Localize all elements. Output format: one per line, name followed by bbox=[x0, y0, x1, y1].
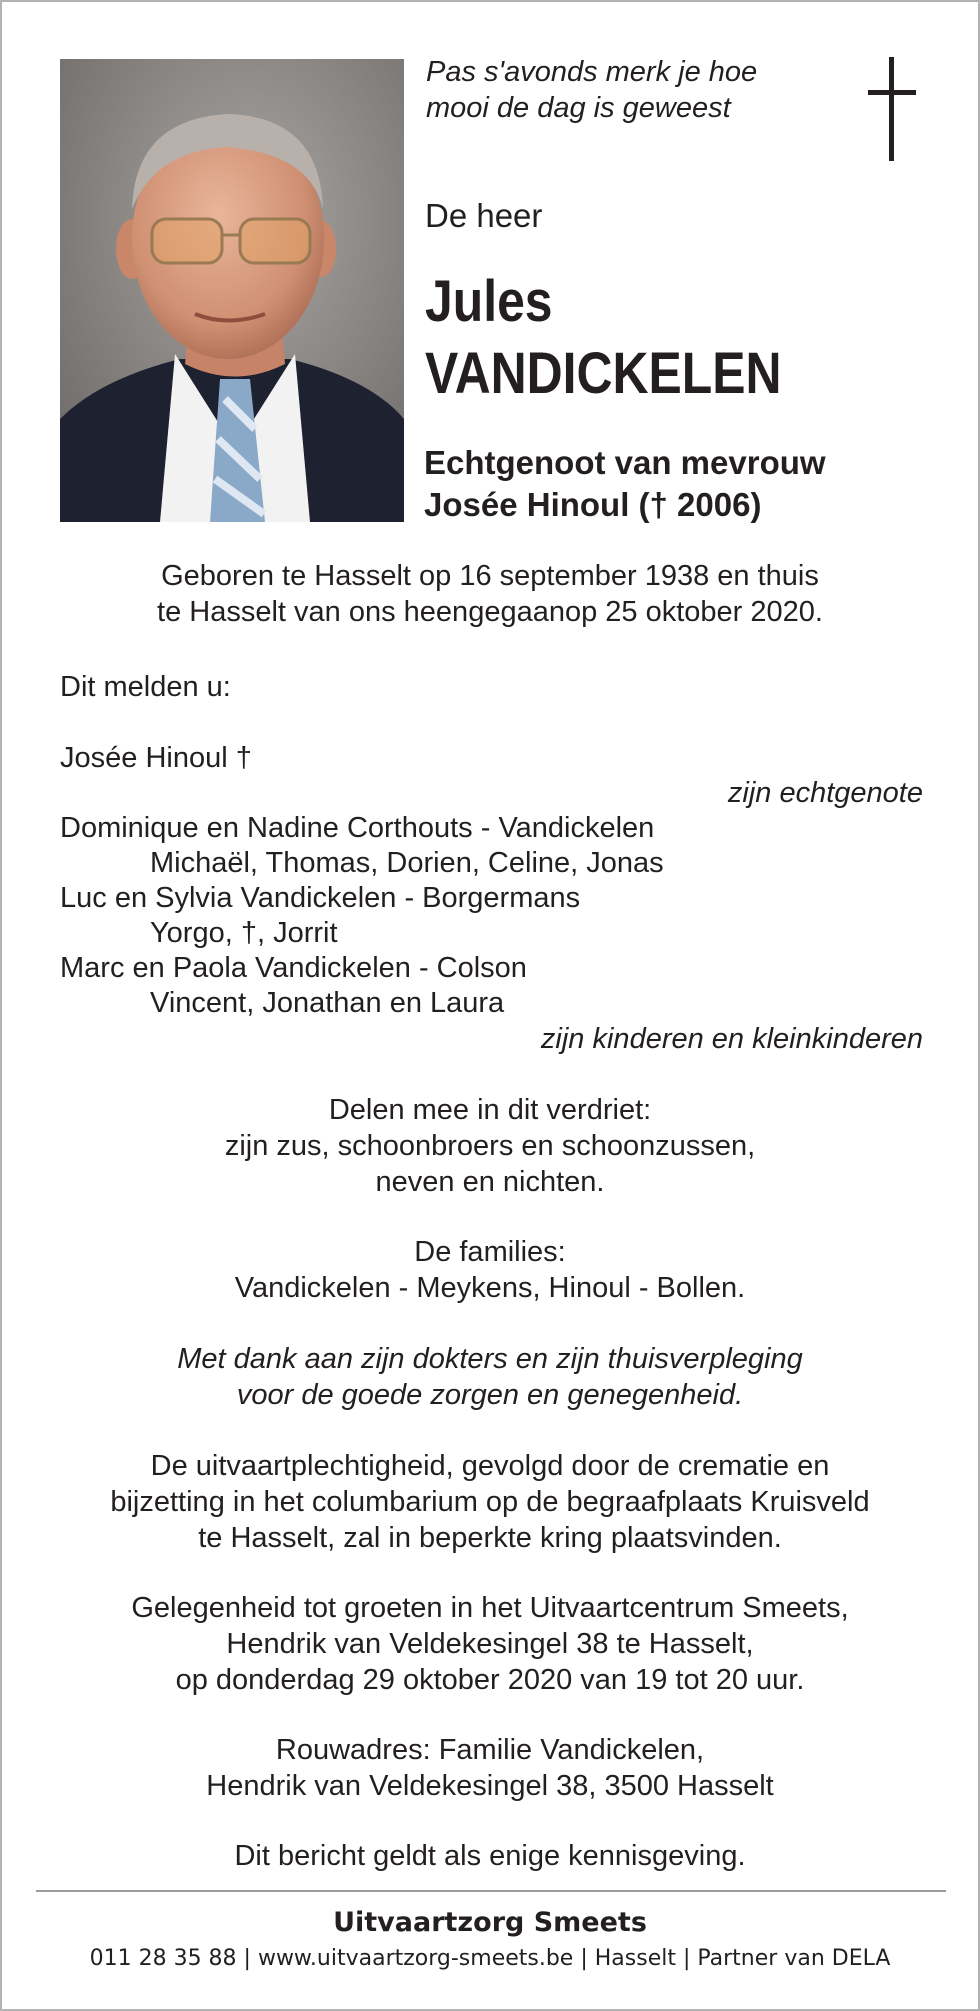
quote-line: Pas s'avonds merk je hoe bbox=[426, 56, 758, 88]
birth-line: Geboren te Hasselt op 16 september 1938 en thuis bbox=[161, 560, 819, 592]
spouse-info bbox=[424, 442, 826, 526]
given-name: Jules bbox=[425, 269, 553, 334]
relatives-line: Delen mee in dit verdriet: bbox=[328, 1094, 652, 1126]
company-contact: 011 28 35 88 | www.uitvaartzorg-smeets.be | Hasselt | Partner van DELA bbox=[89, 1946, 891, 1971]
footer-divider bbox=[36, 1890, 946, 1892]
child-line: Dominique en Nadine Corthouts - Vandickelen bbox=[60, 812, 655, 844]
ceremony-line: bijzetting in het columbarium op de begraafplaats Kruisveld bbox=[110, 1486, 870, 1518]
child-line: Luc en Sylvia Vandickelen - Borgermans bbox=[60, 882, 581, 914]
relatives-line: neven en nichten. bbox=[375, 1166, 605, 1198]
address-block bbox=[2, 1732, 978, 1804]
family-intro: Dit melden u: bbox=[60, 671, 231, 703]
spouse-role: zijn echtgenote bbox=[727, 777, 923, 809]
ceremony-block bbox=[2, 1448, 978, 1556]
company-name: Uitvaartzorg Smeets bbox=[333, 1907, 647, 1938]
greeting-line: Hendrik van Veldekesingel 38 te Hasselt, bbox=[226, 1628, 754, 1660]
quote bbox=[426, 54, 757, 126]
greeting-line: op donderdag 29 oktober 2020 van 19 tot 20 uur. bbox=[175, 1664, 805, 1696]
children-role: zijn kinderen en kleinkinderen bbox=[540, 1023, 923, 1055]
address-line: Rouwadres: Familie Vandickelen, bbox=[275, 1734, 705, 1766]
grandchildren-line: Michaël, Thomas, Dorien, Celine, Jonas bbox=[150, 847, 664, 879]
greeting-block bbox=[2, 1590, 978, 1698]
relatives-block bbox=[2, 1092, 978, 1200]
grandchildren-line: Vincent, Jonathan en Laura bbox=[150, 987, 505, 1019]
portrait-illustration bbox=[60, 59, 404, 522]
surname: VANDICKELEN bbox=[425, 341, 782, 406]
latin-cross-icon bbox=[868, 57, 916, 161]
greeting-line: Gelegenheid tot groeten in het Uitvaartcentrum Smeets, bbox=[131, 1592, 849, 1624]
spouse-name: Josée Hinoul † bbox=[60, 742, 252, 774]
families-line: Vandickelen - Meykens, Hinoul - Bollen. bbox=[234, 1272, 746, 1304]
families-line: De families: bbox=[414, 1236, 566, 1268]
spouse-line: Echtgenoot van mevrouw bbox=[424, 444, 826, 481]
portrait-photo bbox=[60, 59, 404, 522]
families-block bbox=[2, 1234, 978, 1306]
address-line: Hendrik van Veldekesingel 38, 3500 Hasselt bbox=[206, 1770, 774, 1802]
birth-line: te Hasselt van ons heengegaanop 25 oktober 2020. bbox=[157, 596, 823, 628]
ceremony-line: De uitvaartplechtigheid, gevolgd door de crematie en bbox=[150, 1450, 830, 1482]
relatives-line: zijn zus, schoonbroers en schoonzussen, bbox=[224, 1130, 756, 1162]
thanks-line: voor de goede zorgen en genegenheid. bbox=[236, 1379, 744, 1411]
quote-line: mooi de dag is geweest bbox=[426, 92, 731, 124]
grandchildren-line: Yorgo, †, Jorrit bbox=[150, 917, 338, 949]
birth-info bbox=[2, 558, 978, 630]
thanks-block bbox=[2, 1341, 978, 1413]
notice: Dit bericht geldt als enige kennisgeving. bbox=[234, 1840, 746, 1872]
honorific: De heer bbox=[425, 197, 543, 234]
ceremony-line: te Hasselt, zal in beperkte kring plaatsvinden. bbox=[198, 1522, 782, 1554]
child-line: Marc en Paola Vandickelen - Colson bbox=[60, 952, 527, 984]
spouse-line: Josée Hinoul († 2006) bbox=[424, 486, 762, 523]
thanks-line: Met dank aan zijn dokters en zijn thuisverpleging bbox=[177, 1343, 803, 1375]
